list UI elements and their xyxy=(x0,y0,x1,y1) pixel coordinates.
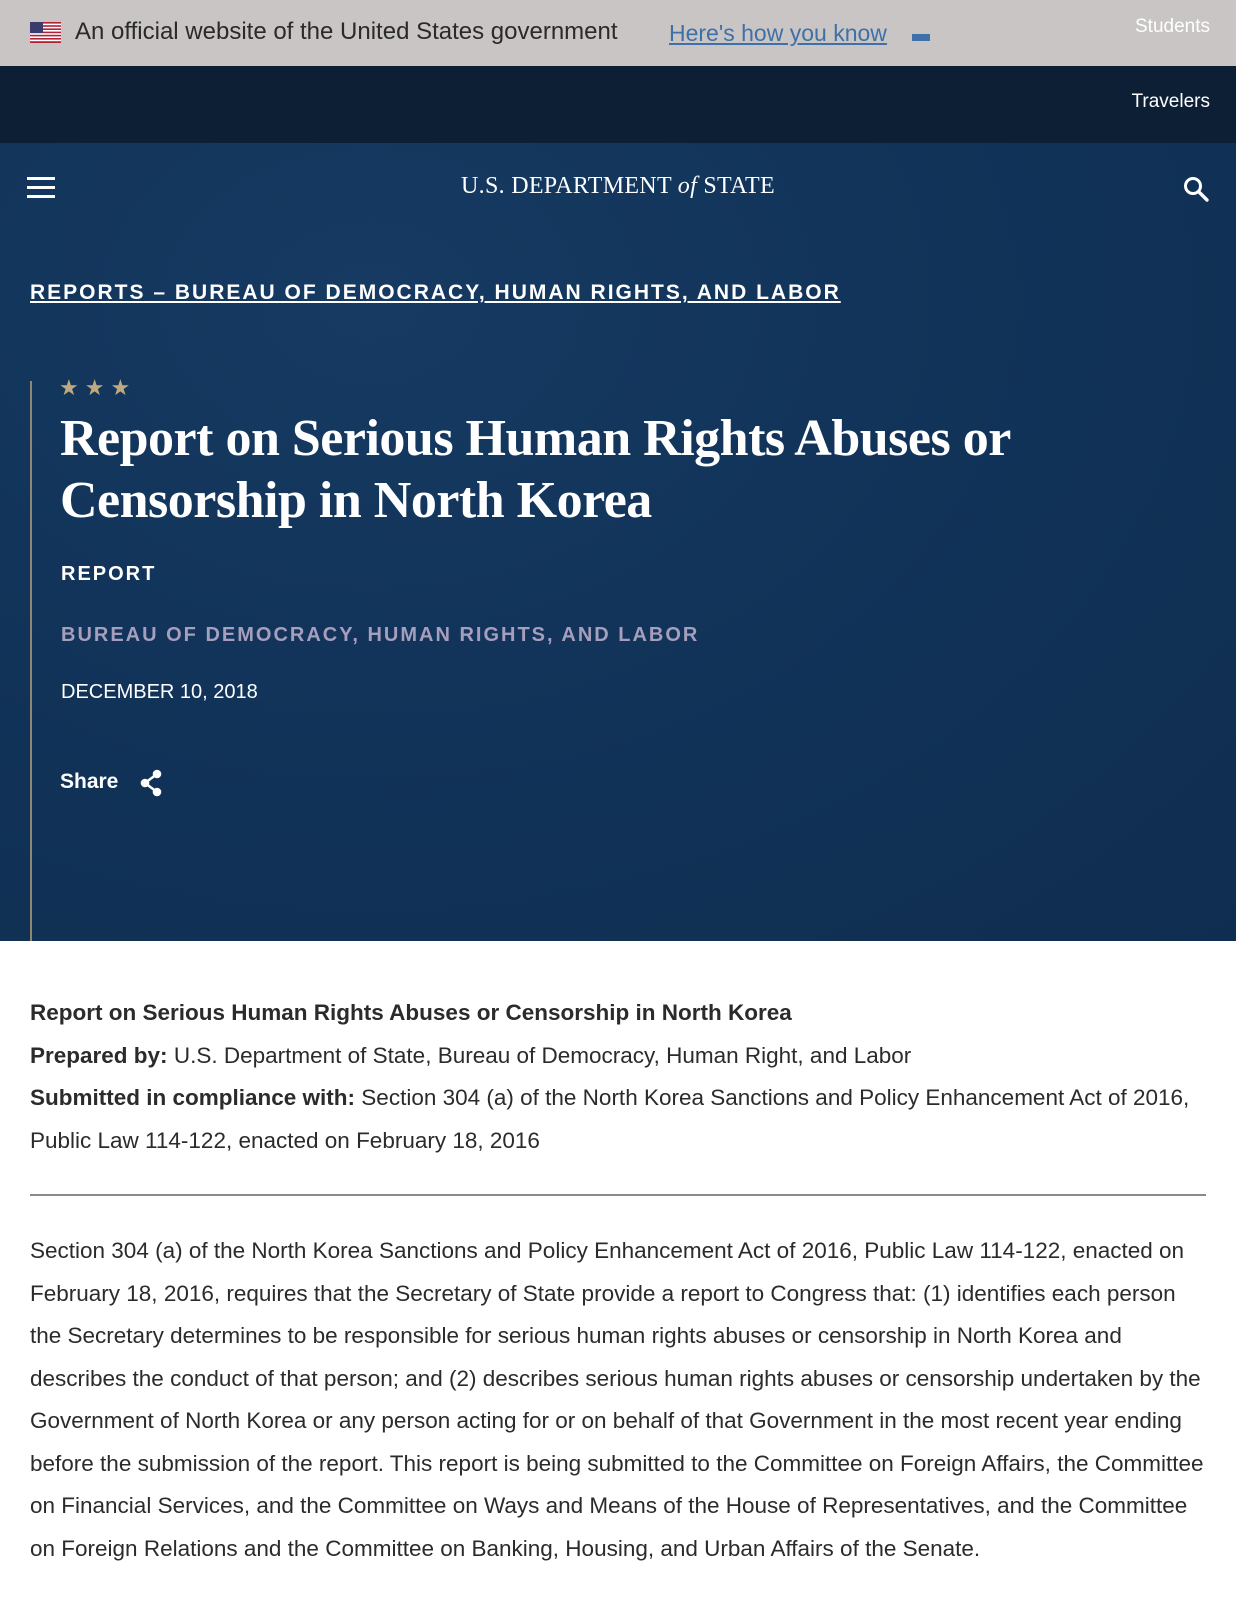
bureau-label[interactable]: BUREAU OF DEMOCRACY, HUMAN RIGHTS, AND LABOR xyxy=(61,624,700,646)
hero-accent-bar xyxy=(30,381,32,941)
how-you-know-link[interactable]: Here's how you know xyxy=(669,20,887,46)
hero-section xyxy=(0,143,1236,941)
site-logo[interactable] xyxy=(0,173,1236,200)
students-link[interactable]: Students xyxy=(1135,16,1210,37)
submitted-value: Section 304 (a) of the North Korea Sanctions and Policy Enhancement Act of 2016, Public Law 114-122, enacted on February 18, 2016 xyxy=(30,1085,1190,1153)
logo-text-of: of xyxy=(677,173,698,199)
page-title: Report on Serious Human Rights Abuses or Censorship in North Korea xyxy=(60,410,1010,529)
utility-nav xyxy=(0,66,1236,143)
travelers-link[interactable]: Travelers xyxy=(1131,91,1210,112)
prepared-by-label: Prepared by: xyxy=(30,1042,168,1068)
submitted-line xyxy=(30,1077,1206,1162)
us-flag-icon xyxy=(30,22,61,43)
content-type-label: REPORT xyxy=(61,563,157,585)
logo-text-pre: U.S. DEPARTMENT xyxy=(461,173,672,199)
prepared-by-value: U.S. Department of State, Bureau of Democracy, Human Right, and Labor xyxy=(173,1042,912,1068)
stars-decoration: ★★★ xyxy=(59,375,137,400)
submitted-label: Submitted in compliance with: xyxy=(30,1085,356,1110)
prepared-by-line xyxy=(30,1035,1206,1078)
divider xyxy=(30,1194,1206,1196)
report-heading: Report on Serious Human Rights Abuses or Censorship in North Korea xyxy=(30,1000,792,1025)
official-website-text: An official website of the United States government xyxy=(75,18,618,45)
expand-minus-icon[interactable] xyxy=(912,34,930,41)
logo-text-post: STATE xyxy=(703,173,775,199)
share-button[interactable]: Share xyxy=(60,770,119,793)
gov-banner xyxy=(0,0,1236,66)
body-paragraph: Section 304 (a) of the North Korea Sanctions and Policy Enhancement Act of 2016, Public Law 114-122, enacted on February 18, 2016, requires that the Secretary of State provide a report to Congress that: (1) identifies each person the Secretary determines to be responsible for serious human rights abuses or censorship in North Korea and describes the conduct of that person; and (2) describes serious human rights abuses or censorship undertaken by the Government of North Korea or any person acting for or on behalf of that Government in the most recent year ending before the submission of the report. This report is being submitted to the Committee on Foreign Affairs, the Committee on Financial Services, and the Committee on Ways and Means of the House of Representatives, and the Committee on Foreign Relations and the Committee on Banking, Housing, and Urban Affairs of the Senate. xyxy=(30,1238,1204,1561)
breadcrumb-bureau-link[interactable]: REPORTS – BUREAU OF DEMOCRACY, HUMAN RIGHTS, AND LABOR xyxy=(30,281,841,304)
search-icon[interactable] xyxy=(1182,175,1210,203)
publish-date: DECEMBER 10, 2018 xyxy=(61,681,258,703)
share-icon[interactable] xyxy=(137,768,165,798)
report-content xyxy=(30,992,1206,1570)
